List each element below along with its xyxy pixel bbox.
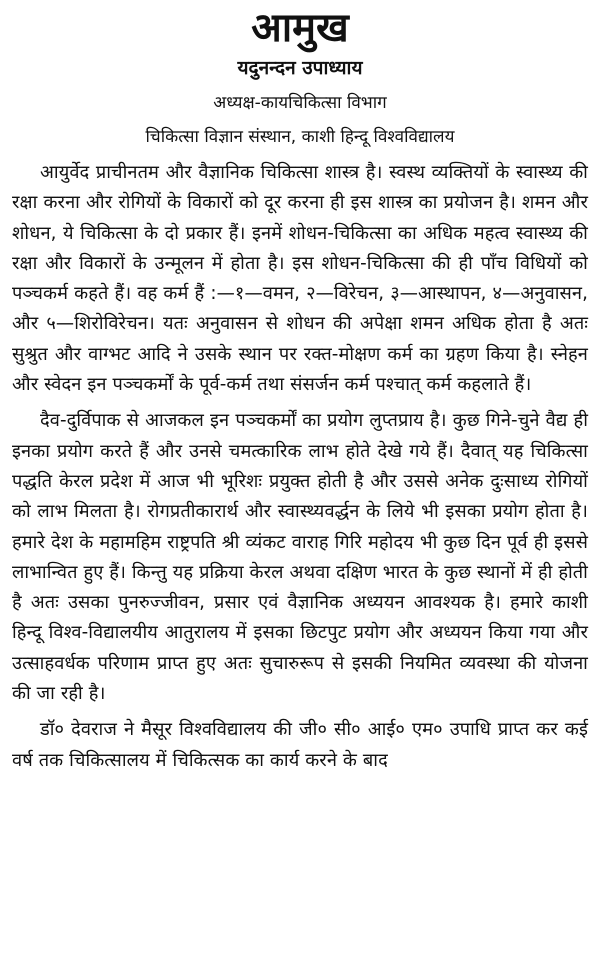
- author-department: अध्यक्ष-कायचिकित्सा विभाग: [213, 93, 387, 113]
- page-title: आमुख: [251, 5, 349, 51]
- body-paragraph-1: आयुर्वेद प्राचीनतम और वैज्ञानिक चिकित्सा शास्त्र है। स्वस्थ व्यक्तियों के स्वास्थ्य की रक्षा करना और रोगियों के विकारों को दूर करना ही इस शास्त्र का प्रयोजन है। शमन और शोधन, ये चिकित्सा के दो प्रकार हैं। इनमें शोधन-चिकित्सा का अधिक महत्व स्वास्थ्य की रक्षा और विकारों के उन्मूलन में होता है। इस शोधन-चिकित्सा की ही पाँच विधियों को पञ्चकर्म कहते हैं। वह कर्म हैं :—१—वमन, २—विरेचन, ३—आस्थापन, ४—अनुवासन, और ५—शिरोविरेचन। यतः अनुवासन से शोधन की अपेक्षा शमन अधिक होता है अतः सुश्रुत और वाग्भट आदि ने उसके स्थान पर रक्त-मोक्षण कर्म का ग्रहण किया है। स्नेहन और स्वेदन इन पञ्चकर्मों के पूर्व-कर्म तथा संसर्जन कर्म पश्चात् कर्म कहलाते हैं।: [12, 162, 588, 396]
- body-paragraph-3: डॉ० देवराज ने मैसूर विश्वविद्यालय की जी० सी० आई० एम० उपाधि प्राप्त कर कई वर्ष तक चिकित्सालय में चिकित्सक का कार्य करने के बाद: [12, 719, 588, 771]
- author-name: यदुनन्दन उपाध्याय: [237, 57, 363, 79]
- body-paragraph-2: दैव-दुर्विपाक से आजकल इन पञ्चकर्मों का प्रयोग लुप्तप्राय है। कुछ गिने-चुने वैद्य ही इनका प्रयोग करते हैं और उनसे चमत्कारिक लाभ होते देखे गये हैं। दैवात् यह चिकित्सा पद्धति केरल प्रदेश में आज भी भूरिशः प्रयुक्त होती है और उससे अनेक दुःसाध्य रोगियों को लाभ मिलता है। रोगप्रतीकारार्थ और स्वास्थ्यवर्द्धन के लिये भी इसका प्रयोग होता है। हमारे देश के महामहिम राष्ट्रपति श्री व्यंकट वाराह गिरि महोदय भी कुछ दिन पूर्व ही इससे लाभान्वित हुए हैं। किन्तु यह प्रक्रिया केरल अथवा दक्षिण भारत के कुछ स्थानों में ही होती है अतः उसका पुनरुज्जीवन, प्रसार एवं वैज्ञानिक अध्ययन आवश्यक है। हमारे काशी हिन्दू विश्व-विद्यालयीय आतुरालय में इसका छिटपुट प्रयोग और अध्ययन किया गया और उत्साहवर्धक परिणाम प्राप्त हुए अतः सुचारुरूप से इसकी नियमित व्यवस्था की योजना की जा रही है।: [12, 410, 588, 705]
- document-page: [0, 2, 600, 955]
- author-institute: चिकित्सा विज्ञान संस्थान, काशी हिन्दू विश्वविद्यालय: [145, 127, 455, 147]
